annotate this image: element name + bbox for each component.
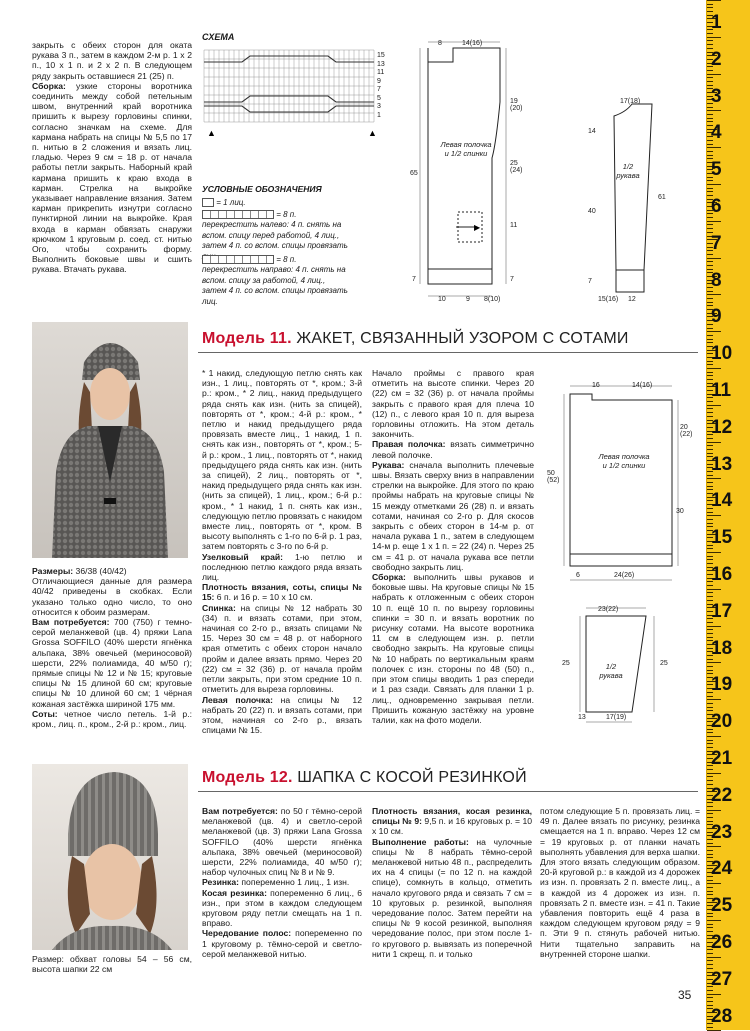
legend-title: УСЛОВНЫЕ ОБОЗНАЧЕНИЯ bbox=[202, 184, 322, 194]
ruler-tick bbox=[707, 556, 713, 557]
ruler-number: 8 bbox=[711, 269, 722, 291]
ruler-tick bbox=[707, 81, 713, 82]
ruler-tick bbox=[707, 559, 713, 560]
ruler-number: 13 bbox=[711, 453, 733, 475]
svg-text:▶: ▶ bbox=[474, 223, 481, 232]
m11-sleeve-dim-3: 25 bbox=[660, 660, 668, 667]
m11-dim-1: 16 bbox=[592, 382, 600, 389]
ruler-tick bbox=[707, 776, 713, 777]
m11-sleeve-label: 1/2 рукава bbox=[599, 662, 623, 680]
ruler-tick bbox=[707, 298, 713, 299]
ruler-number: 20 bbox=[711, 711, 733, 733]
ruler-tick bbox=[707, 780, 713, 781]
ruler-tick bbox=[707, 155, 713, 156]
ruler-number: 9 bbox=[711, 306, 722, 328]
ruler-tick bbox=[707, 773, 721, 774]
model12-size: Размер: обхват головы 54 – 56 см, высота шапки 22 см bbox=[32, 954, 192, 975]
dim-top-8: 65 bbox=[410, 170, 418, 177]
ruler-tick bbox=[707, 339, 713, 340]
ruler-tick bbox=[707, 4, 713, 5]
dim-top-3: 19 (20) bbox=[510, 98, 523, 112]
ruler-tick bbox=[707, 927, 713, 928]
ruler-number: 4 bbox=[711, 122, 722, 144]
model12-col2: Вам потребуется: по 50 г тёмно-серой меланжевой (цв. 4) и светло-серой меланжевой (цв. 3) пряжи Lana Grossa SOFFILO (40% шерсти ягнёнка альпака, 38% овечьей (мериносовой) шерсти, 22% полиамида, 40 м/50 г); набор чулочных спиц № 8 и № 9. Резинка: попеременно 1 лиц., 1 изн. Косая резинка: попеременно 6 лиц., 6 изн., при этом в каждом следующем круговом ряду петли смещать на 1 п. вправо. Чередование полос: попеременно по 1 круговому р. тёмно-серой и светло-серой меланжевой нитью. bbox=[202, 806, 363, 959]
ruler-tick bbox=[707, 707, 713, 708]
schema-row-numbers: 15 13 11 9 7 5 3 1 bbox=[377, 52, 385, 119]
ruler-tick bbox=[707, 670, 713, 671]
ruler-number: 6 bbox=[711, 196, 722, 217]
ruler-tick bbox=[707, 964, 713, 965]
ruler-number: 26 bbox=[711, 932, 733, 953]
ruler-tick bbox=[707, 699, 721, 700]
m11-dim-4: 50 (52) bbox=[547, 470, 560, 484]
model12-photo bbox=[32, 764, 188, 950]
ruler-number: 5 bbox=[711, 159, 722, 181]
m11-dim-3: 20 (22) bbox=[680, 424, 693, 438]
m11-sleeve-dim-2: 25 bbox=[562, 660, 570, 667]
ruler-tick bbox=[707, 191, 713, 192]
ruler-tick bbox=[707, 265, 713, 266]
schema-arrow-left: ▲ bbox=[207, 128, 216, 138]
ruler-tick bbox=[707, 221, 721, 222]
ruler-tick bbox=[707, 118, 713, 119]
ruler-tick bbox=[707, 442, 721, 443]
ruler-tick bbox=[707, 817, 713, 818]
model11-col1: Размеры: 36/38 (40/42) Отличающиеся данные для размера 40/42 приведены в скобках. Если указано только одно число, то оно относится к обоим размерам. Вам потребуется: 700 (750) г темно-серой меланжевой (цв. 4) пряжи Lana Grossa SOFFILO (40% шерсти ягнёнка альпака, 38% овечьей (мериносовой) шерсти, 22% полиамида, 40 м/50 г); прямые спицы № 12 и № 15; круговые спицы № 15 длиной 60 см; круговые спицы № 10 длиной 60 см; 1 чёрная кожаная застёжка шириной 175 мм. Соты: четное число петель. 1-й р.: кром., лиц. п., кром., 2-й р.: кром., лиц. bbox=[32, 566, 193, 730]
sleeve-dim-5: 7 bbox=[588, 278, 592, 285]
model11-number: Модель 11. bbox=[202, 330, 292, 347]
ruler-number: 14 bbox=[711, 490, 733, 512]
model12-title: ШАПКА С КОСОЙ РЕЗИНКОЙ bbox=[297, 769, 527, 786]
ruler-number: 22 bbox=[711, 784, 733, 806]
page-number: 35 bbox=[678, 988, 692, 1002]
ruler-tick bbox=[707, 703, 713, 704]
model11-sleeve-pattern bbox=[560, 600, 700, 730]
cross-right-icon bbox=[202, 255, 274, 264]
ruler-tick bbox=[707, 412, 713, 413]
ruler-number: 3 bbox=[711, 85, 722, 107]
ruler-tick bbox=[707, 486, 713, 487]
model12-number: Модель 12. bbox=[202, 769, 293, 786]
m11-sleeve-dim-5: 17(19) bbox=[606, 714, 627, 721]
ruler-tick bbox=[707, 151, 713, 152]
ruler-tick bbox=[707, 478, 721, 479]
cross-left-icon bbox=[202, 210, 274, 219]
ruler-tick bbox=[707, 7, 713, 8]
sleeve-dim-7: 12 bbox=[628, 296, 636, 303]
ruler-number: 21 bbox=[711, 748, 733, 769]
dim-top-4: 25 (24) bbox=[510, 160, 523, 174]
legend-3: = 8 п. перекрестить направо: 4 п. снять на вспом. спицу за работой, 4 лиц., затем 4 п. со вспом. спицы провязать лиц. bbox=[202, 255, 348, 306]
model11-col3: Начало проймы с правого края отметить на высоте спинки. Через 20 (22) см = 32 (36) р. от начала проймы закрыть с правого края для плеча 10 (12) п., с левого края 10 п. для выреза горловины отложить. На этом деталь закончить. Правая полочка: вязать симметрично левой полочке. Рукава: сначала выполнить плечевые швы. Вязать сверху вниз в направлении стрелки на выкройке. Для этого по краю проймы набрать на круговые спицы № 15 между отметками 26 (28) п. и вязать сотами, начиная со 2-го р. Для скосов закрыть с обеих сторон в 14-м р. от начала рукава 1 п., затем в следующем 14-м р. еще 1 х 1 п. = 22 (24) п. Через 25 см = 41 р. от начала рукава все петли свободно закрыть лиц. Сборка: выполнить швы рукавов и боковые швы. На круговые спицы № 15 набрать к отложенным с обеих сторон 10 п. ещё 10 п. по вырезу горловины спинки = 30 п. и вязать воротник по рисунку сотами. На высоте воротника 11 см в следующем изн. р. петли свободно закрыть. На круговые спицы № 10 набрать по вертикальным краям полочек с изн. стороны по 48 (50) п., при этом спицы вводить 1 раз спереди и 1 раз сзади. Связать для планки 1 р. лиц., одновременно закрывая петли. Пришить кожаную застёжку на уровне талии, как на фото модели. bbox=[372, 368, 534, 725]
m11-dim-5: 30 bbox=[676, 508, 684, 515]
ruler-number: 12 bbox=[711, 416, 733, 438]
ruler-number: 19 bbox=[711, 674, 733, 696]
dim-top-9: 10 bbox=[438, 296, 446, 303]
ruler-tick bbox=[707, 891, 713, 892]
ruler-tick bbox=[707, 960, 713, 961]
ruler-number: 16 bbox=[711, 564, 733, 585]
ruler-tick bbox=[707, 261, 713, 262]
m11-sleeve-dim-4: 13 bbox=[578, 714, 586, 721]
ruler-tick bbox=[707, 519, 713, 520]
model12-col4: потом следующие 5 п. провязать лиц. = 49 п. Далее вязать по рисунку, резинка смещается на 1 п. вправо. Через 12 см = 19 круговых р. от планки начать выполнять убавления для верха шапки. Для этого вязать следующим образом. 20-й круговой р.: в каждой из 4 дорожек из изн. п. провязать 2 п. вместе лиц., а в каждой из 4 дорожек из изн. п. провязать 2 п. вместе изн. = 41 п. Такие убавления повторить ещё 4 раза в каждом следующем круговом ряду = 9 п. Эти 9 п. стянуть рабочей нитью. Нити тщательно заправить на внутренней стороне шапки. bbox=[540, 806, 700, 959]
model11-col2: * 1 накид, следующую петлю снять как изн., 1 лиц., повторять от *, кром.; 3-й р.: кром., * 2 лиц., накид предыдущего ряда снять как изн. (нить за спицей), повторять от *, кром.; 4-й р.: кром., * петлю и накид предыдущего ряда провязать вместе лиц., 1 накид, 1 п. снять как изн., повторять от *, кром.; 5-й р.: кром., 1 лиц., повторять от *, накид предыдущего ряда снять как изн. (нить за спицей), 2 лиц., повторять от *, накид предыдущего ряда снять как изн. (нить за спицей), 1 лиц., кром.; 6-й р.: кром., * 1 накид, 1 п. снять как изн., следующую петлю провязать с накидом вместе лиц., повторять от *, кром. В высоту выполнять с 1-го по 6-й р. 1 раз, затем повторять с 3-го по 6-й р. Узелковый край: 1-ю петлю и последнюю петлю каждого ряда вязать лиц. Плотность вязания, соты, спицы № 15: 6 п. и 16 р. = 10 х 10 см. Спинка: на спицы № 12 набрать 30 (34) п. и вязать сотами, при этом, начиная со 2-го р., вязать спицами № 15. Через 30 см = 48 р. от наборного края отметить с обеих сторон начало пройм и далее вязать прямо. Через 20 (22) см = 32 (36) р. от начала пройм петли закрыть, при этом средние 10 п. отметить для выреза горловины. Левая полочка: на спицы № 12 набрать 20 (22) п. и вязать сотами, при этом, начиная со 2-го р., вязать спицами № 15. bbox=[202, 368, 362, 736]
ruler-tick bbox=[707, 224, 713, 225]
ruler-tick bbox=[707, 626, 721, 627]
ruler-tick bbox=[707, 736, 721, 737]
sleeve-label-top: 1/2 рукава bbox=[616, 162, 640, 180]
ruler-tick bbox=[707, 77, 713, 78]
m11-front-label: Левая полочка и 1/2 спинки bbox=[598, 452, 650, 470]
model12-rule bbox=[198, 791, 698, 792]
ruler-tick bbox=[707, 331, 721, 332]
model11-photo bbox=[32, 322, 188, 558]
ruler-tick bbox=[707, 883, 721, 884]
sleeve-dim-3: 40 bbox=[588, 208, 596, 215]
ruler-tick bbox=[707, 184, 721, 185]
dim-top-6: 7 bbox=[510, 276, 514, 283]
ruler-tick bbox=[707, 37, 721, 38]
ruler-number: 25 bbox=[711, 895, 733, 917]
model11-heading bbox=[202, 330, 629, 348]
ruler-tick bbox=[707, 1001, 713, 1002]
ruler-number: 17 bbox=[711, 600, 733, 622]
ruler-tick bbox=[707, 515, 721, 516]
ruler-tick bbox=[707, 258, 721, 259]
ruler-tick bbox=[707, 629, 713, 630]
model11-title: ЖАКЕТ, СВЯЗАННЫЙ УЗОРОМ С СОТАМИ bbox=[296, 330, 629, 347]
ruler-number: 2 bbox=[711, 48, 722, 70]
dim-top-7: 7 bbox=[412, 276, 416, 283]
schema-title: СХЕМА bbox=[202, 32, 235, 42]
ruler-tick bbox=[707, 405, 721, 406]
top-text-column bbox=[32, 40, 192, 275]
ruler-tick bbox=[707, 850, 713, 851]
ruler-tick bbox=[707, 920, 721, 921]
knit-symbol-icon bbox=[202, 198, 214, 207]
ruler-tick bbox=[707, 228, 713, 229]
ruler-tick bbox=[707, 666, 713, 667]
dim-top-5: 11 bbox=[510, 222, 518, 229]
dim-top-10: 9 bbox=[466, 296, 470, 303]
ruler-tick bbox=[707, 147, 721, 148]
ruler-tick bbox=[707, 846, 721, 847]
ruler-tick bbox=[707, 110, 721, 111]
model11-front-pattern bbox=[560, 376, 700, 590]
measuring-ruler bbox=[706, 0, 750, 1030]
ruler-tick bbox=[707, 44, 713, 45]
sleeve-dim-2: 14 bbox=[588, 128, 596, 135]
ruler-number: 11 bbox=[711, 380, 732, 401]
model12-col3: Плотность вязания, косая резинка, спицы № 9: 9,5 п. и 16 круговых р. = 10 х 10 см. Выполнение работы: на чулочные спицы № 8 набрать тёмно-серой меланжевой нитью 48 п., распределить их на 4 спицы (= по 12 п. на каждой спице), сомкнуть в кольцо, отметить начало кругового ряда и связать 7 см = 10 круговых р. резинкой, выполняя чередование полос. Затем перейти на спицы № 9 косой резинкой, выполняя чередование полос, при этом после 1-го кругового р. вывязать из поперечной нити 1 скрещ. п. и только bbox=[372, 806, 533, 959]
sleeve-dim-6: 15(16) bbox=[598, 296, 619, 303]
ruler-tick bbox=[707, 372, 713, 373]
dim-top-1: 8 bbox=[438, 40, 442, 47]
ruler-tick bbox=[707, 887, 713, 888]
schema-arrow-right: ▲ bbox=[368, 128, 377, 138]
ruler-tick bbox=[707, 924, 713, 925]
ruler-number: 1 bbox=[711, 12, 722, 33]
legend-2: = 8 п. перекрестить налево: 4 п. снять на вспом. спицу перед работой, 4 лиц., затем 4 п. со вспом. спицы провязать bbox=[202, 210, 348, 251]
assembly-label: Сборка: bbox=[32, 80, 66, 91]
ruler-tick bbox=[707, 854, 713, 855]
dim-top-11: 8(10) bbox=[484, 296, 501, 303]
model11-rule bbox=[198, 352, 698, 353]
sleeve-dim-4: 61 bbox=[658, 194, 666, 201]
ruler-tick bbox=[707, 813, 713, 814]
ruler-tick bbox=[707, 997, 713, 998]
ruler-tick bbox=[707, 40, 713, 41]
ruler-number: 24 bbox=[711, 858, 733, 880]
ruler-tick bbox=[707, 74, 721, 75]
ruler-number: 10 bbox=[711, 343, 733, 365]
ruler-tick bbox=[707, 188, 713, 189]
ruler-tick bbox=[707, 0, 721, 1]
ruler-tick bbox=[707, 335, 713, 336]
ruler-number: 28 bbox=[711, 1005, 733, 1027]
ruler-tick bbox=[707, 302, 713, 303]
ruler-tick bbox=[707, 445, 713, 446]
top-paragraph-1: закрыть с обеих сторон для оката рукава 3 п., затем в каждом 2-м р. 1 х 2 п., 10 х 1 п. и 2 х 2 п. В следующем ряду закрыть оставшиеся 21 (25) п. bbox=[32, 40, 192, 81]
ruler-tick bbox=[707, 114, 713, 115]
ruler-tick bbox=[707, 375, 713, 376]
assembly-text: узкие стороны воротника соединить между собой петельным швом, внутренний край воротника пришить к вырезу горловины спинки, согласно значкам на схеме. Для кармана набрать на спицы № 5,5 по 17 п. нитью в 2 сложения и вязать лиц. гладью. Через 9 см = 18 р. от начала работы петли закрыть. Наборный край кармана пришить к краю входа в карман. Стрелка на выкройке указывает направление вязания. Затем карман прикрепить изнутри согласно пунктирной линии на выкройке. Края входа в карман обвязать снаружи крючком 1 круговым р. соед. ст. нитью Ого, чтобы сохранить форму. Выполнить боковые швы и сшить рукава. Втачать рукава. bbox=[32, 80, 192, 275]
ruler-tick bbox=[707, 449, 713, 450]
model12-heading bbox=[202, 769, 527, 787]
ruler-tick bbox=[707, 482, 713, 483]
ruler-tick bbox=[707, 592, 713, 593]
ruler-number: 7 bbox=[711, 232, 722, 254]
ruler-tick bbox=[707, 994, 721, 995]
ruler-number: 23 bbox=[711, 821, 733, 843]
ruler-tick bbox=[707, 740, 713, 741]
ruler-number: 18 bbox=[711, 637, 733, 659]
ruler-tick bbox=[707, 596, 713, 597]
ruler-tick bbox=[707, 589, 721, 590]
ruler-number: 15 bbox=[711, 527, 733, 549]
m11-sleeve-dim-1: 23(22) bbox=[598, 606, 619, 613]
ruler-number: 27 bbox=[711, 968, 733, 990]
m11-dim-6: 6 bbox=[576, 572, 580, 579]
ruler-tick bbox=[707, 662, 721, 663]
ruler-tick bbox=[707, 552, 721, 553]
legend-1: = 1 лиц. bbox=[202, 198, 246, 207]
ruler-tick bbox=[707, 957, 721, 958]
m11-dim-7: 24(26) bbox=[614, 572, 635, 579]
ruler-tick bbox=[707, 294, 721, 295]
ruler-tick bbox=[707, 633, 713, 634]
ruler-tick bbox=[707, 743, 713, 744]
front-label-top: Левая полочка и 1/2 спинки bbox=[440, 140, 492, 158]
ruler-tick bbox=[707, 368, 721, 369]
ruler-tick bbox=[707, 810, 721, 811]
ruler-tick bbox=[707, 523, 713, 524]
schema-chart bbox=[200, 46, 395, 138]
ruler-tick bbox=[707, 408, 713, 409]
m11-dim-2: 14(16) bbox=[632, 382, 653, 389]
sleeve-dim-1: 17(18) bbox=[620, 98, 641, 105]
dim-top-2: 14(16) bbox=[462, 40, 483, 47]
